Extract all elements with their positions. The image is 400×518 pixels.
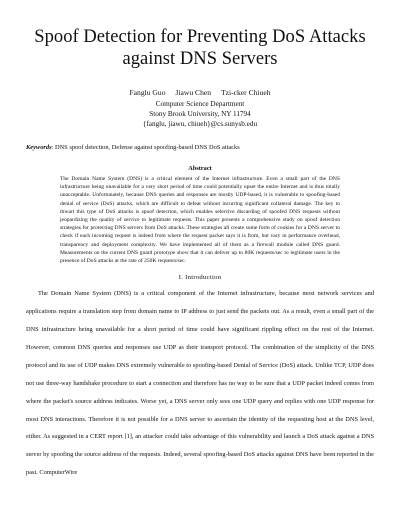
author-name: Jiawu Chen	[175, 88, 212, 97]
keywords-text: : DNS spoof detection, Defense against spoofing-based DNS DoS attacks	[51, 144, 240, 151]
keywords	[26, 143, 374, 152]
author-department: Computer Science Department	[155, 100, 245, 108]
abstract-heading: Abstract	[188, 165, 212, 172]
paper-title: Spoof Detection for Preventing DoS Attacks against DNS Servers	[34, 27, 366, 69]
author-name: Fanglu Guo	[129, 88, 166, 97]
abstract-text: The Domain Name System (DNS) is a critical element of the Internet infrastructure. Even a small part of the DNS infrastructure being unavailable for a very short period of time could potentially upset the entire Internet and is thus totally unacceptable. Unfortunately, because DNS queries and responses are mostly UDP-based, it is vulnerable to spoofing-based denial of service (DoS) attacks, which are difficult to defeat without incurring significant collateral damage. The key to thwart this type of DoS attacks is spoof detection, which enables selective discarding of spoofed DNS requests without jeopardizing the quality of service to legitimate requests. This paper presents a comprehensive study on spoof detection strategies for protecting DNS servers from DoS attacks. These strategies all create some form of cookies for a DNS server to check if each incoming request is indeed from where the request packet says it is from, but vary in performance overhead, transparency and deployment complexity. We have implemented all of them as a firewall module called DNS guard. Measurements on the current DNS guard prototype show that it can deliver up to 80K requests/sec to legitimate users in the presence of DoS attacks at the rate of 250K requests/sec.	[60, 176, 340, 265]
author-university: Stony Brook University, NY 11794	[149, 110, 251, 118]
author-emails: {fanglu, jiawu, chiueh}@cs.sunysb.edu	[142, 120, 258, 128]
intro-paragraph: The Domain Name System (DNS) is a critical component of the Internet infrastructure, because most network services and applications require a translation step from domain name to IP address to just send the packets out. As a result, even a small part of the DNS infrastructure being unavailable for a short period of time could have significant rippling effect on the rest of the Internet. However, common DNS queries and responses use UDP as their transport protocol. The combination of the simplicity of the DNS protocol and its use of UDP makes DNS extremely vulnerable to spoofing-based Denial of Service (DoS) attack. Unlike TCP, UDP does not use three-way handshake procedure to start a connection and therefore has no way to be sure that a UDP packet indeed comes from where the packet's source address indicates. Worse yet, a DNS server only sees one UDP query and replies with one UDP response for most DNS interactions. Therefore it is not possible for a DNS server to ascertain the identity of the requesting host at the DNS level, either. As suggested in a CERT report [1], an attacker could take advantage of this vulnerability and launch a DoS attack against a DNS server by spoofing the source address of the requests. Indeed, several spoofing-based DoS attacks against DNS have been reported in the past. ComputerWire	[26, 290, 374, 477]
author-block	[26, 88, 374, 129]
keywords-label: Keywords	[26, 144, 52, 151]
author-names	[26, 88, 374, 98]
section-heading: I. Introduction	[178, 274, 222, 282]
author-name: Tzi-cker Chiueh	[220, 88, 271, 97]
